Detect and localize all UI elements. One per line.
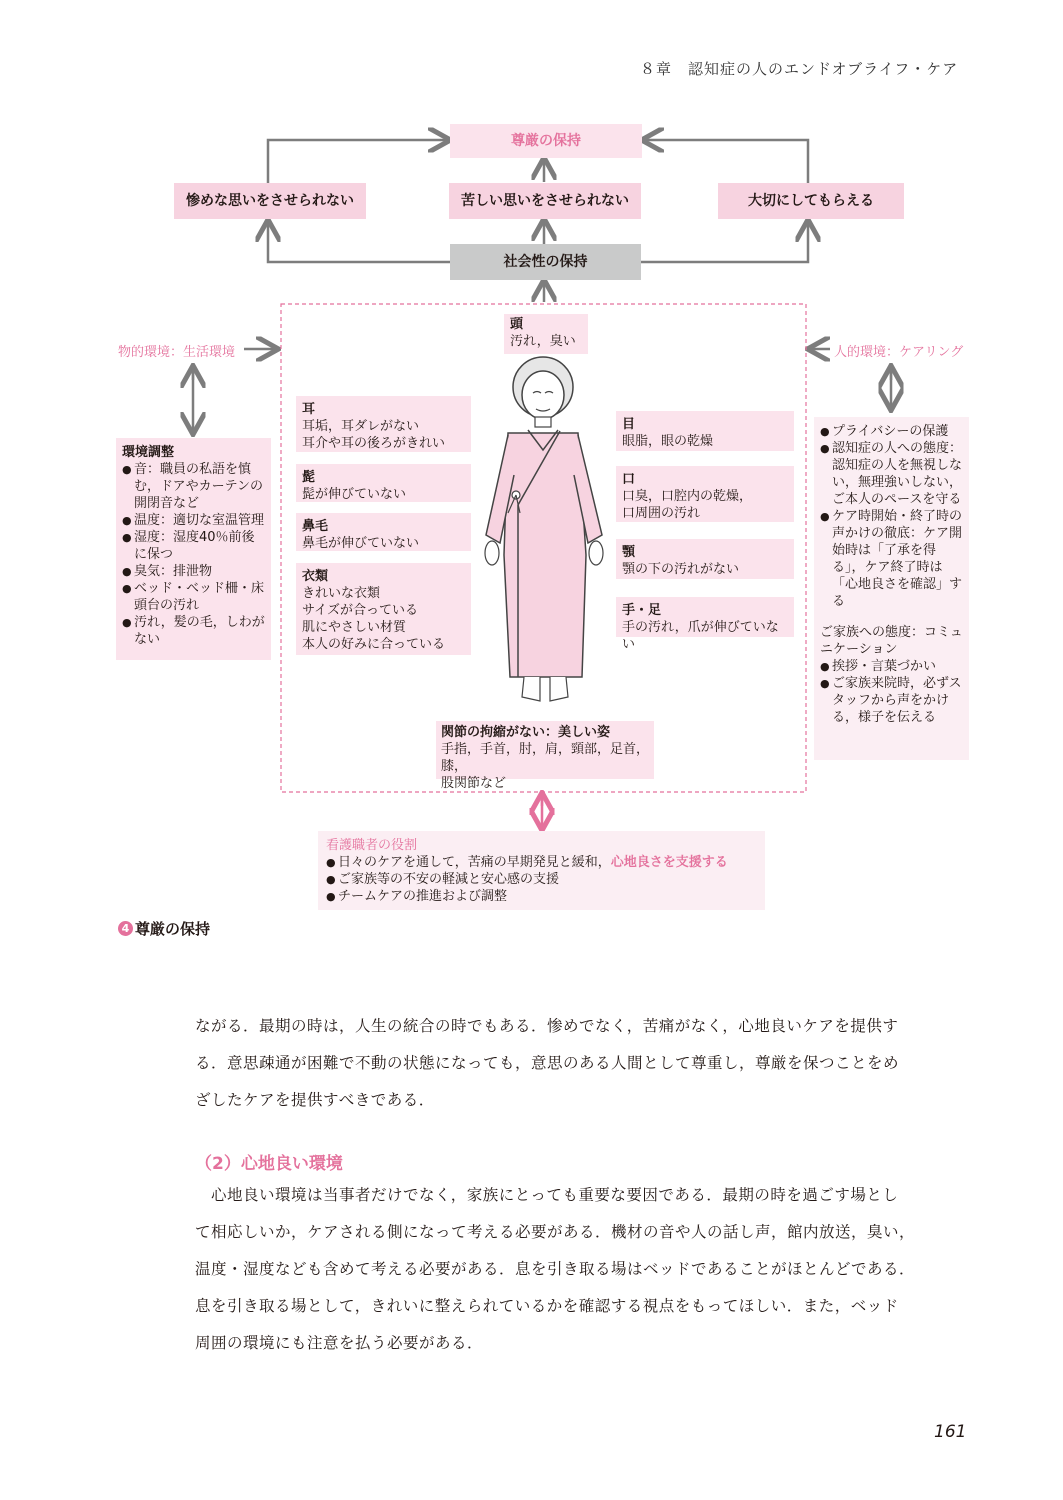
head-item: 頭 汚れ，臭い (504, 314, 588, 354)
caring-item: ● 認知症の人への態度：認知症の人を無視しない，無理強いしない，ご本人のペースを守る (820, 440, 963, 508)
dignity-box: 尊厳の保持 (450, 124, 642, 158)
paragraph-1: ながる．最期の時は，人生の統合の時でもある．惨めでなく，苦痛がなく，心地良いケアを提供す る．意思疎通が困難で不動の状態になっても，意思のある人間として尊重し，尊厳を保つことをめ ざしたケアを提供すべきである． (195, 1017, 900, 1109)
nurse-item: ● 日々のケアを通して，苦痛の早期発見と緩和，心地良さを支援する (326, 854, 757, 871)
env-item: ● 汚れ，髪の毛，しわがない (122, 614, 265, 648)
eye-item: 目 眼脂，眼の乾燥 (616, 411, 794, 451)
family-item: ● 挨拶・言葉づかい (820, 658, 963, 675)
physical-env-label: 物的環境：生活環境 (118, 345, 236, 360)
environment-adjustment-box: 環境調整 ● 音：職員の私語を慎む，ドアやカーテンの開閉音など ● 温度：適切な室温管理 ● 湿度：湿度40％前後に保つ ● 臭気：排泄物 ● ベッド・ベッド柵・床頭台の汚れ ● 汚れ，髪の毛，しわがない (116, 438, 271, 660)
human-env-label: 人的環境：ケアリング (834, 345, 964, 360)
patient-illustration (478, 355, 614, 710)
figure-caption: 4 尊厳の保持 (118, 918, 210, 939)
chapter-header: ８章 認知症の人のエンドオブライフ・ケア (640, 60, 959, 78)
beard-item: 髭 髭が伸びていない (296, 464, 471, 502)
caring-item: ● プライバシーの保護 (820, 423, 963, 440)
ear-item: 耳 耳垢，耳ダレがない 耳介や耳の後ろがきれい (296, 396, 471, 452)
caring-item: ● ケア時開始・終了時の声かけの徹底：ケア開始時は「了承を得る」，ケア終了時は「心地良さを確認」する (820, 508, 963, 610)
paragraph-2: 心地良い環境は当事者だけでなく，家族にとっても重要な要因である．最期の時を過ごす場とし て相応しいか，ケアされる側になって考える必要がある．機材の音や人の話し声，館内放送，臭い， 温度・湿度なども含めて考える必要がある．息を引き取る場はベッドであることがほとんどである． 息を引き取る場として，きれいに整えられているかを確認する視点をもってほしい．また，ベッド 周囲の環境にも注意を払う必要がある． (195, 1186, 916, 1352)
env-item: ● 臭気：排泄物 (122, 563, 265, 580)
hands-feet-item: 手・足 手の汚れ，爪が伸びていない (616, 597, 794, 637)
nurse-item: ● ご家族等の不安の軽減と安心感の支援 (326, 871, 757, 888)
nose-hair-item: 鼻毛 鼻毛が伸びていない (296, 513, 471, 551)
figure-number-badge: 4 (118, 921, 133, 936)
not-miserable-box: 惨めな思いをさせられない (174, 183, 366, 219)
family-item: ● ご家族来院時，必ずスタッフから声をかける，様子を伝える (820, 675, 963, 726)
section-heading: （2）心地良い環境 (195, 1154, 343, 1174)
nurse-item: ● チームケアの推進および調整 (326, 888, 757, 905)
nurse-role-box (318, 831, 765, 910)
joints-item: 関節の拘縮がない：美しい姿 手指，手首，肘，肩，頸部，足首，膝， 股関節など (436, 721, 654, 779)
not-suffering-box: 苦しい思いをさせられない (449, 183, 641, 219)
clothing-item: 衣類 きれいな衣類 サイズが合っている 肌にやさしい材質 本人の好みに合っている (296, 563, 471, 655)
family-attitude-title: ご家族への態度：コミュニケーション (820, 625, 963, 657)
env-item: ● ベッド・ベッド柵・床頭台の汚れ (122, 580, 265, 614)
mouth-item: 口 口臭，口腔内の乾燥， 口周囲の汚れ (616, 466, 794, 522)
env-item: ● 温度：適切な室温管理 (122, 512, 265, 529)
cherished-box: 大切にしてもらえる (718, 183, 904, 219)
page-number: 161 (934, 1422, 967, 1442)
nurse-role-title: 看護職者の役割 (326, 838, 418, 853)
jaw-item: 顎 顎の下の汚れがない (616, 539, 794, 579)
env-item: ● 音：職員の私語を慎む，ドアやカーテンの開閉音など (122, 461, 265, 512)
caring-box (814, 417, 969, 760)
sociality-box: 社会性の保持 (450, 244, 641, 280)
env-item: ● 湿度：湿度40％前後に保つ (122, 529, 265, 563)
